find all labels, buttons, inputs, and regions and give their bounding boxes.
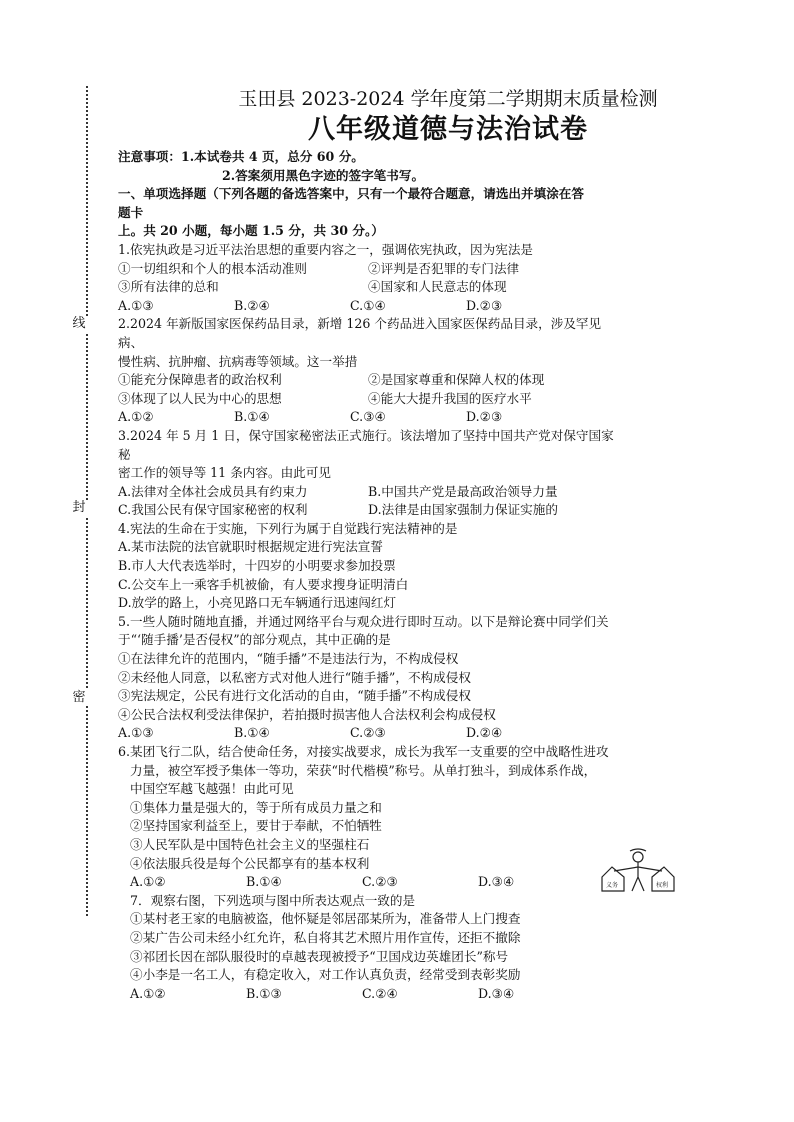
question-4	[118, 520, 618, 613]
option-d: D.②③	[466, 409, 503, 425]
cartoon-illustration	[600, 847, 676, 895]
person-hair	[630, 849, 646, 851]
question-stem-cont: 力量，被空军授予集体一等功，荣获“时代楷模”称号。从单打独斗，到成体系作战，	[130, 762, 597, 778]
statement-4: ④公民合法权利受法律保护，若拍摄时损害他人合法权利会构成侵权	[118, 706, 496, 722]
binding-char-feng: 封	[70, 500, 88, 516]
statement-3: ③体现了以人民为中心的思想	[118, 390, 282, 406]
question-stem: 1.依宪执政是习近平法治思想的重要内容之一，强调依宪执政，因为宪法是	[118, 241, 534, 257]
section-1-line1: 一、单项选择题（下列各题的备选答案中，只有一个最符合题意，请选出并填涂在答题卡	[118, 186, 584, 220]
exam-title-line2: 八年级道德与法治试卷	[308, 114, 588, 145]
option-d: D.放学的路上，小亮见路口无车辆通行迅速闯红灯	[118, 595, 397, 611]
option-a: A.①③	[118, 297, 154, 313]
option-a: A.①③	[118, 725, 154, 741]
statement-1: ①在法律允许的范围内，“随手播”不是违法行为，不构成侵权	[118, 651, 459, 667]
question-2	[118, 315, 618, 427]
cartoon-label-right: 权利	[656, 882, 669, 889]
option-b: B.①④	[246, 874, 282, 890]
person-body	[614, 862, 662, 891]
option-d: D.②③	[466, 297, 503, 313]
question-5	[118, 613, 618, 743]
option-c: C.公交车上一乘客手机被偷，有人要求搜身证明清白	[118, 576, 409, 592]
option-c: C.③④	[350, 409, 386, 425]
binding-char-mi: 密	[70, 690, 88, 706]
option-a: A.某市法院的法官就职时根据规定进行宪法宣誓	[118, 539, 383, 555]
question-stem: 7．观察右图，下列选项与图中所表达观点一致的是	[130, 892, 416, 908]
statement-1: ①某村老王家的电脑被盗，他怀疑是邻居邵某所为，准备带人上门搜查	[130, 911, 521, 927]
question-stem: 5.一些人随时随地直播，并通过网络平台与观众进行即时互动。以下是辩论赛中同学们关	[118, 613, 609, 629]
section-1-header	[118, 185, 594, 241]
option-d: D.②④	[466, 725, 503, 741]
statement-3: ③祁团长因在部队服役时的卓越表现被授予“卫国戍边英雄团长”称号	[130, 948, 509, 964]
question-stem-cont: 中国空军越飞越强！由此可见	[130, 781, 294, 797]
question-stem-cont: 慢性病、抗肿瘤、抗病毒等领域。这一举措	[118, 353, 358, 369]
question-stem-cont: 密工作的领导等 11 条内容。由此可见	[118, 465, 331, 481]
statement-4: ④小李是一名工人，有稳定收入，对工作认真负责，经常受到表彰奖励	[130, 967, 521, 983]
section-1-line2: 上。共 20 小题，每小题 1.5 分，共 30 分。）	[118, 223, 384, 239]
option-c: C.我国公民有保守国家秘密的权利	[118, 502, 308, 518]
exam-title-line1: 玉田县 2023-2024 学年度第二学期期末质量检测	[238, 88, 658, 110]
statement-4: ④依法服兵役是每个公民都享有的基本权利	[130, 855, 370, 871]
option-b: B.中国共产党是最高政治领导力量	[368, 483, 558, 499]
option-d: D.③④	[478, 985, 515, 1001]
statement-1: ①集体力量是强大的，等于所有成员力量之和	[130, 799, 382, 815]
option-b: B.①④	[234, 409, 270, 425]
option-b: B.市人大代表选举时，十四岁的小明要求参加投票	[118, 558, 396, 574]
question-stem-cont: 于“‘随手播’是否侵权”的部分观点，其中正确的是	[118, 632, 391, 648]
option-a: A.①②	[130, 874, 166, 890]
exam-page	[118, 86, 658, 1003]
option-a: A.①②	[130, 985, 166, 1001]
statement-2: ②某广告公司未经小红允许，私自将其艺术照片用作宣传，还拒不撤除	[130, 929, 521, 945]
option-c: C.②③	[362, 874, 398, 890]
statement-3: ③宪法规定，公民有进行文化活动的自由，“随手播”不构成侵权	[118, 688, 471, 704]
option-d: D.法律是由国家强制力保证实施的	[368, 502, 558, 518]
notes	[118, 148, 618, 185]
option-a: A.法律对全体社会成员具有约束力	[118, 483, 308, 499]
option-d: D.③④	[478, 874, 515, 890]
question-stem: 2.2024 年新版国家医保药品目录，新增 126 个药品进入国家医保药品目录，涉及罕见病、	[118, 316, 602, 350]
statement-4: ④能大大提升我国的医疗水平	[368, 390, 532, 406]
question-stem: 6.某团飞行二队，结合使命任务，对接实战要求，成长为我军一支重要的空中战略性进攻	[118, 744, 609, 759]
question-1	[118, 241, 618, 315]
binding-char-xian: 线	[70, 316, 88, 332]
statement-2: ②未经他人同意，以私密方式对他人进行“随手播”，不构成侵权	[118, 669, 471, 685]
statement-4: ④国家和人民意志的体现	[368, 279, 507, 295]
option-b: B.①③	[246, 985, 282, 1001]
option-b: B.②④	[234, 297, 270, 313]
question-3	[118, 427, 618, 520]
question-7	[118, 892, 618, 1004]
note-2: 2.答案须用黑色字迹的签字笔书写。	[222, 167, 425, 183]
option-b: B.①④	[234, 725, 270, 741]
option-c: C.①④	[350, 297, 386, 313]
statement-2: ②评判是否犯罪的专门法律	[368, 260, 520, 276]
statement-1: ①一切组织和个人的根本活动准则	[118, 260, 307, 276]
note-1: 注意事项：1.本试卷共 4 页，总分 60 分。	[118, 149, 364, 164]
question-stem: 3.2024 年 5 月 1 日，保守国家秘密法正式施行。该法增加了坚持中国共产党对保守国家秘	[118, 427, 614, 462]
statement-2: ②是国家尊重和保障人权的体现	[368, 372, 545, 388]
statement-1: ①能充分保障患者的政治权利	[118, 372, 282, 388]
cartoon-label-left: 义务	[606, 882, 619, 889]
statement-3: ③所有法律的总和	[118, 279, 219, 295]
statement-2: ②坚持国家利益至上，要甘于奉献，不怕牺牲	[130, 818, 382, 834]
question-6	[118, 743, 618, 892]
question-stem: 4.宪法的生命在于实施，下列行为属于自觉践行宪法精神的是	[118, 520, 458, 536]
option-c: C.②③	[350, 725, 386, 741]
statement-3: ③人民军队是中国特色社会主义的坚强柱石	[130, 836, 370, 852]
option-c: C.②④	[362, 985, 398, 1001]
person-head	[633, 852, 643, 862]
option-a: A.①②	[118, 409, 154, 425]
